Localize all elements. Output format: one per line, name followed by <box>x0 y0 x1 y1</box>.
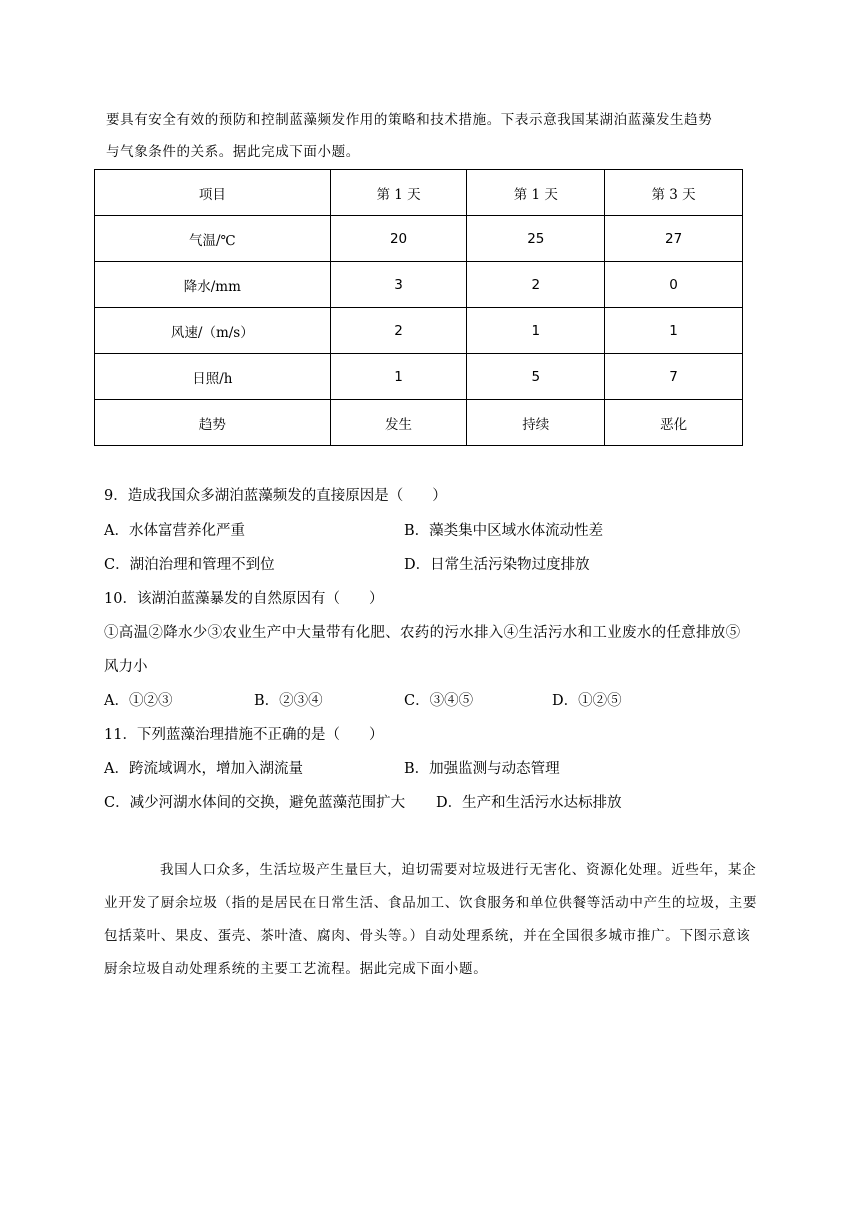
question-stem: 9．造成我国众多湖泊蓝藻频发的直接原因是（ ） <box>104 488 447 504</box>
option-d: D．日常生活污染物过度排放 <box>404 557 590 573</box>
table-row <box>95 308 743 354</box>
passage <box>104 854 760 986</box>
table-cell: 1 <box>605 308 743 354</box>
option-d: D．生产和生活污水达标排放 <box>436 795 622 811</box>
option-a: A．跨流域调水，增加入湖流量 <box>104 761 303 777</box>
option-b: B．②③④ <box>254 693 323 709</box>
row-label: 降水/mm <box>95 262 331 308</box>
option-a: A．①②③ <box>104 693 173 709</box>
table-cell: 发生 <box>330 400 467 446</box>
table-cell: 恶化 <box>605 400 743 446</box>
table-cell: 2 <box>467 262 605 308</box>
option-d: D．①②⑤ <box>552 693 622 709</box>
question-11-stem: 11．下列蓝藻治理措施不正确的是（ ） <box>104 727 384 743</box>
table-cell: 7 <box>605 354 743 400</box>
table-cell: 0 <box>605 262 743 308</box>
table-cell: 27 <box>605 216 743 262</box>
table-row <box>95 216 743 262</box>
row-label: 日照/h <box>95 354 331 400</box>
table-row <box>95 262 743 308</box>
row-label: 风速/（m/s） <box>95 308 331 354</box>
table-cell: 3 <box>330 262 467 308</box>
header-cell: 第 1 天 <box>467 170 605 216</box>
option-c: C．③④⑤ <box>404 693 474 709</box>
table-cell: 5 <box>467 354 605 400</box>
row-label: 趋势 <box>95 400 331 446</box>
table-cell: 1 <box>467 308 605 354</box>
option-b: B．加强监测与动态管理 <box>404 761 560 777</box>
intro-line-1: 要具有安全有效的预防和控制蓝藻频发作用的策略和技术措施。下表示意我国某湖泊蓝藻发生趋势 <box>106 112 713 128</box>
passage-text: 我国人口众多，生活垃圾产生量巨大，迫切需要对垃圾进行无害化、资源化处理。近些年，某企业开发了厨余垃圾（指的是居民在日常生活、食品加工、饮食服务和单位供餐等活动中产生的垃圾，主要包括菜叶、果皮、蛋壳、茶叶渣、腐肉、骨头等。）自动处理系统，并在全国很多城市推广。下图示意该厨余垃圾自动处理系统的主要工艺流程。据此完成下面小题。 <box>104 862 758 977</box>
header-cell: 项目 <box>95 170 331 216</box>
table-row <box>95 400 743 446</box>
question-10-stem: 10．该湖泊蓝藻暴发的自然原因有（ ） <box>104 591 384 607</box>
table-cell: 持续 <box>467 400 605 446</box>
header-cell: 第 3 天 <box>605 170 743 216</box>
table-cell: 1 <box>330 354 467 400</box>
option-c: C．减少河湖水体间的交换，避免蓝藻范围扩大 <box>104 795 406 811</box>
table-cell: 2 <box>330 308 467 354</box>
table-cell: 25 <box>467 216 605 262</box>
option-c: C．湖泊治理和管理不到位 <box>104 557 275 573</box>
table-cell: 20 <box>330 216 467 262</box>
row-label: 气温/℃ <box>95 216 331 262</box>
question-10-statements-cont: 风力小 <box>104 659 148 675</box>
header-cell: 第 1 天 <box>330 170 467 216</box>
weather-bloom-table <box>94 169 743 446</box>
table-header-row <box>95 170 743 216</box>
option-b: B．藻类集中区域水体流动性差 <box>404 523 604 539</box>
intro-text <box>106 104 758 168</box>
option-a: A．水体富营养化严重 <box>104 523 245 539</box>
intro-line-2: 与气象条件的关系。据此完成下面小题。 <box>106 144 360 160</box>
table-row <box>95 354 743 400</box>
question-10-statements: ①高温②降水少③农业生产中大量带有化肥、农药的污水排入④生活污水和工业废水的任意排放⑤ <box>104 625 741 641</box>
